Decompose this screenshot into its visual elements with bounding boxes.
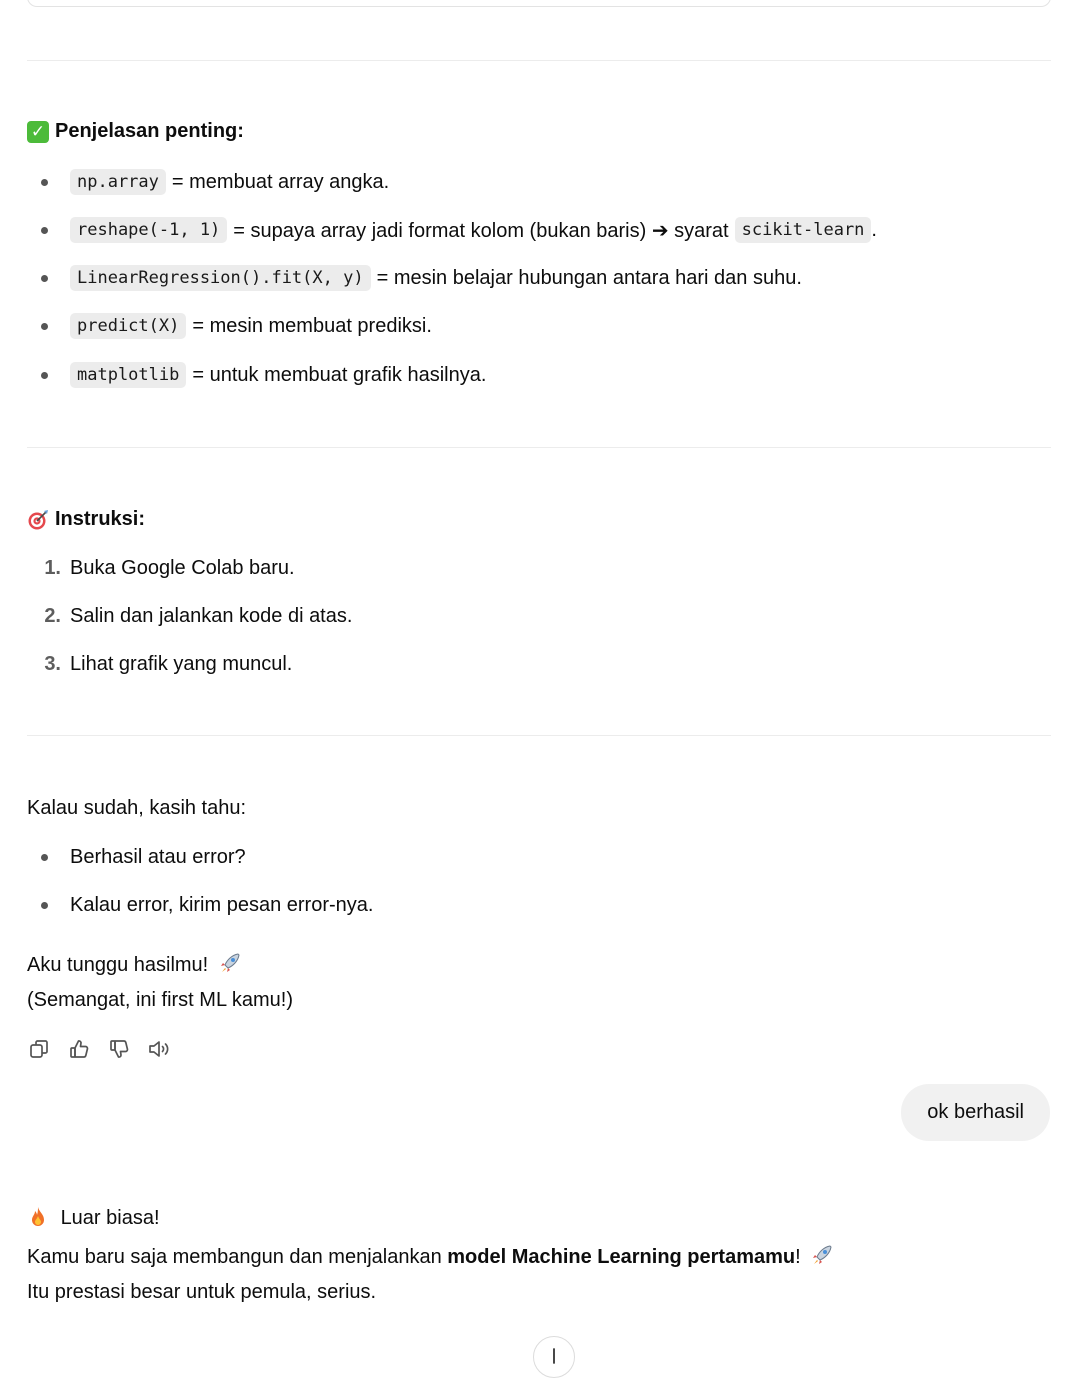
item-text: = supaya array jadi format kolom (bukan baris) ➔ syarat xyxy=(233,219,729,242)
inline-code: predict(X) xyxy=(70,313,186,339)
inline-code: reshape(-1, 1) xyxy=(70,217,227,243)
user-message-text: ok berhasil xyxy=(927,1101,1024,1123)
bullet xyxy=(41,854,48,861)
list-item xyxy=(27,842,246,872)
reply-line-2 xyxy=(27,1243,834,1269)
thumbs-down-icon xyxy=(108,1038,130,1060)
bullet xyxy=(41,275,48,282)
reply-text: Luar biasa! xyxy=(60,1207,160,1229)
step-number: 3. xyxy=(44,652,61,675)
list-item xyxy=(27,553,295,583)
inline-code: np.array xyxy=(70,169,166,195)
reply-text: ! xyxy=(795,1246,801,1268)
list-item xyxy=(27,311,432,341)
step-text: Buka Google Colab baru. xyxy=(70,556,295,579)
list-item xyxy=(27,167,389,197)
bullet xyxy=(41,323,48,330)
rocket-icon xyxy=(810,1243,834,1267)
item-text: Kalau error, kirim pesan error-nya. xyxy=(70,893,374,916)
list-item xyxy=(27,890,373,920)
copy-icon xyxy=(28,1038,50,1060)
step-number: 2. xyxy=(44,604,61,627)
item-text: Berhasil atau error? xyxy=(70,845,246,868)
inline-code: scikit-learn xyxy=(735,217,872,243)
scroll-to-bottom-button[interactable] xyxy=(533,1336,575,1378)
like-button[interactable] xyxy=(67,1037,91,1061)
step-text: Lihat grafik yang muncul. xyxy=(70,652,293,675)
target-icon xyxy=(27,509,49,531)
user-message-bubble xyxy=(901,1084,1050,1141)
item-text: = membuat array angka. xyxy=(171,170,390,193)
heading-text: Penjelasan penting: xyxy=(55,120,244,142)
arrow-down-icon xyxy=(546,1347,562,1365)
message-actions xyxy=(27,1037,171,1061)
step-text: Salin dan jalankan kode di atas. xyxy=(70,604,353,627)
thumbs-up-icon xyxy=(68,1038,90,1060)
section-heading-instruksi xyxy=(27,508,145,531)
list-item xyxy=(27,215,877,245)
item-tail: . xyxy=(871,218,877,241)
reply-text: Kamu baru saja membangun dan menjalankan xyxy=(27,1246,448,1268)
speaker-icon xyxy=(147,1038,171,1060)
item-text: = mesin membuat prediksi. xyxy=(192,314,432,337)
inline-code: matplotlib xyxy=(70,362,186,388)
dislike-button[interactable] xyxy=(107,1037,131,1061)
spirit-line: (Semangat, ini first ML kamu!) xyxy=(27,989,294,1011)
item-text: = untuk membuat grafik hasilnya. xyxy=(192,363,487,386)
list-item xyxy=(27,601,352,631)
bullet xyxy=(41,179,48,186)
wait-text: Aku tunggu hasilmu! xyxy=(27,954,209,976)
reply-line-3: Itu prestasi besar untuk pemula, serius. xyxy=(27,1281,377,1303)
inline-code: LinearRegression().fit(X, y) xyxy=(70,265,371,291)
step-number: 1. xyxy=(44,556,61,579)
fire-icon xyxy=(27,1206,49,1228)
previous-code-block xyxy=(27,0,1051,7)
list-item xyxy=(27,360,486,390)
copy-button[interactable] xyxy=(27,1037,51,1061)
list-item xyxy=(27,649,292,679)
divider xyxy=(27,447,1051,448)
divider xyxy=(27,60,1051,61)
item-text: = mesin belajar hubungan antara hari dan suhu. xyxy=(376,266,802,289)
divider xyxy=(27,735,1051,736)
bullet xyxy=(41,227,48,234)
section-heading-penjelasan xyxy=(27,120,244,143)
bullet xyxy=(41,902,48,909)
reply-line-1 xyxy=(27,1206,160,1230)
heading-text: Instruksi: xyxy=(55,508,146,530)
check-icon: ✓ xyxy=(27,121,49,143)
rocket-icon xyxy=(218,951,242,975)
followup-intro: Kalau sudah, kasih tahu: xyxy=(27,797,247,819)
read-aloud-button[interactable] xyxy=(147,1037,171,1061)
wait-line xyxy=(27,951,242,977)
list-item xyxy=(27,263,802,293)
reply-bold-text: model Machine Learning pertamamu xyxy=(447,1246,796,1268)
bullet xyxy=(41,372,48,379)
